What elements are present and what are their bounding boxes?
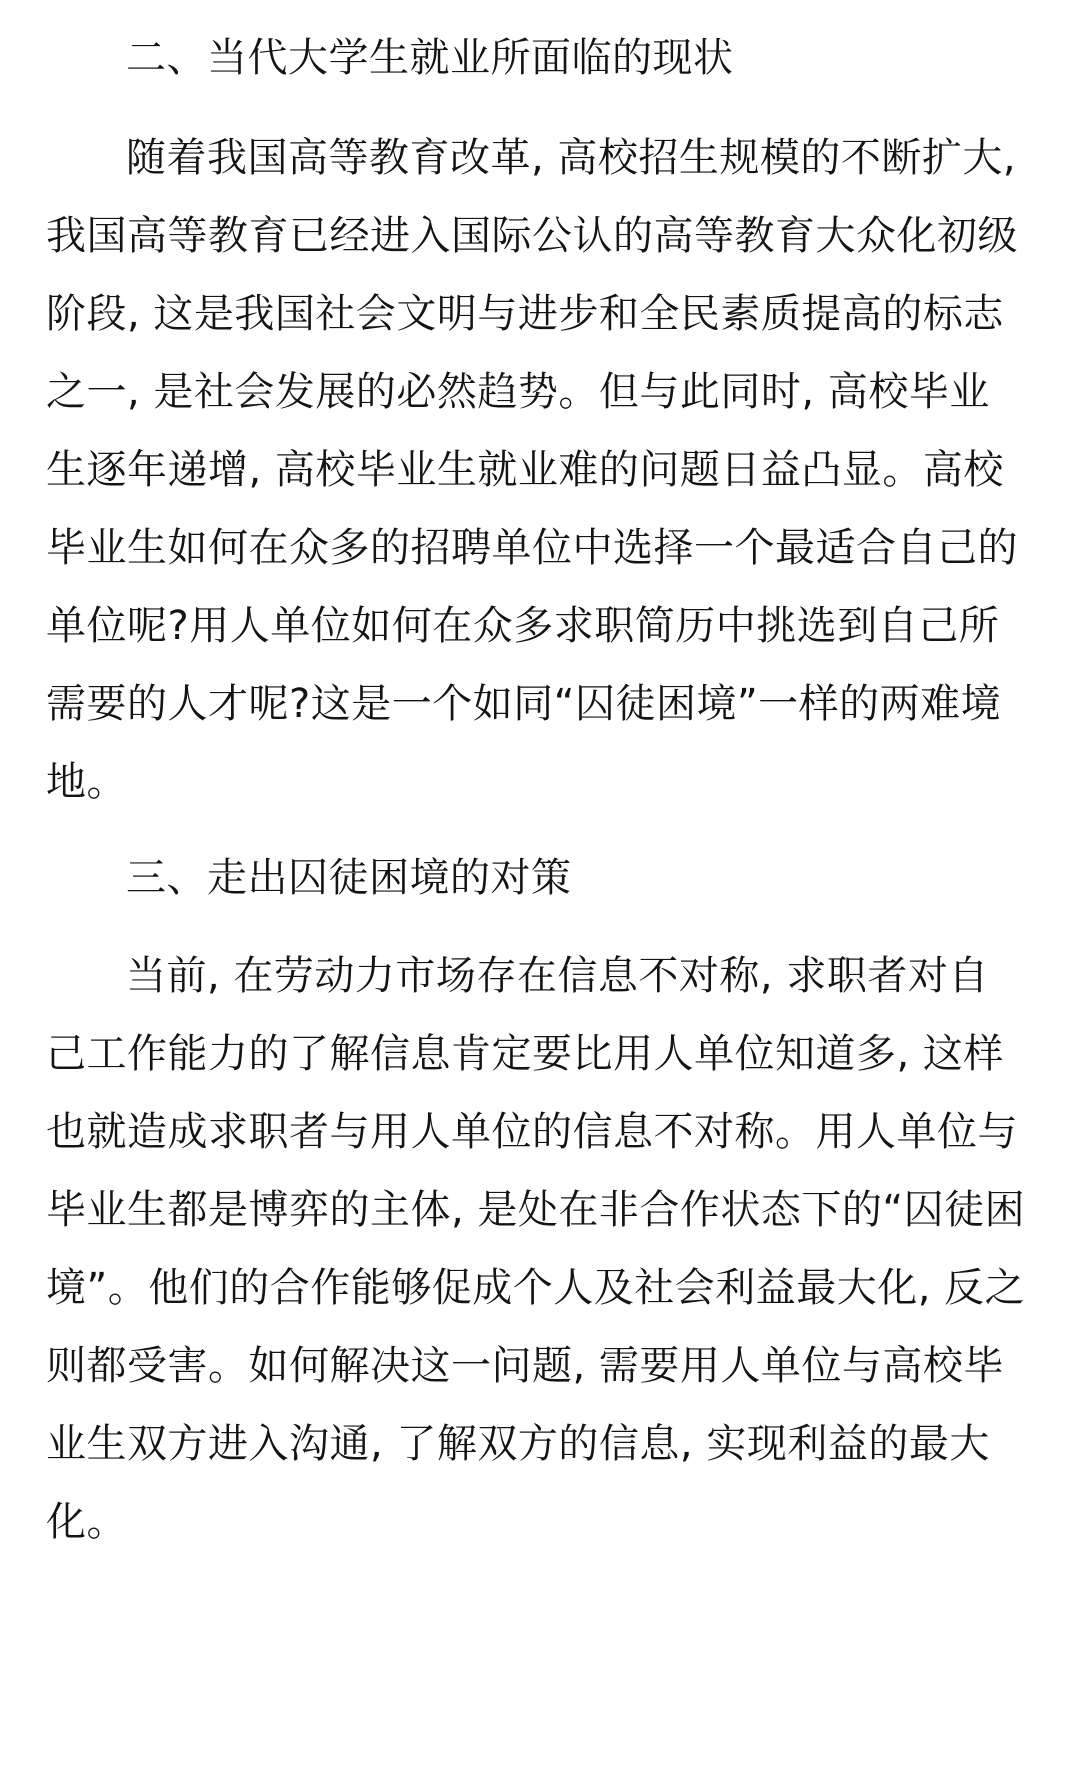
paragraph-line: 业生双方进入沟通, 了解双方的信息, 实现利益的最大 [46,1421,990,1467]
paragraph-line: 单位呢?用人单位如何在众多求职简历中挑选到自己所 [46,603,1000,649]
paragraph-line: 地。 [46,759,127,805]
paragraph-line: 也就造成求职者与用人单位的信息不对称。用人单位与 [46,1109,1018,1155]
paragraph-line: 当前, 在劳动力市场存在信息不对称, 求职者对自 [126,953,989,999]
paragraph-line: 阶段, 这是我国社会文明与进步和全民素质提高的标志 [46,291,1004,337]
paragraph-line: 随着我国高等教育改革, 高校招生规模的不断扩大, [126,135,1017,181]
paragraph-line: 化。 [46,1499,127,1545]
paragraph-line: 己工作能力的了解信息肯定要比用人单位知道多, 这样 [46,1031,1004,1077]
section-heading-2: 二、当代大学生就业所面临的现状 [126,35,734,81]
paragraph-line: 之一, 是社会发展的必然趋势。但与此同时, 高校毕业 [46,369,990,415]
paragraph-line: 我国高等教育已经进入国际公认的高等教育大众化初级 [46,213,1018,259]
paragraph-line: 毕业生如何在众多的招聘单位中选择一个最适合自己的 [46,525,1018,571]
paragraph-line: 则都受害。如何解决这一问题, 需要用人单位与高校毕 [46,1343,1004,1389]
section-heading-3: 三、走出囚徒困境的对策 [126,855,572,901]
paragraph-line: 境”。他们的合作能够促成个人及社会利益最大化, 反之 [46,1265,1026,1311]
paragraph-line: 毕业生都是博弈的主体, 是处在非合作状态下的“囚徒困 [46,1187,1026,1233]
paragraph-line: 需要的人才呢?这是一个如同“囚徒困境”一样的两难境 [46,681,1002,727]
paragraph-line: 生逐年递增, 高校毕业生就业难的问题日益凸显。高校 [46,447,1004,493]
